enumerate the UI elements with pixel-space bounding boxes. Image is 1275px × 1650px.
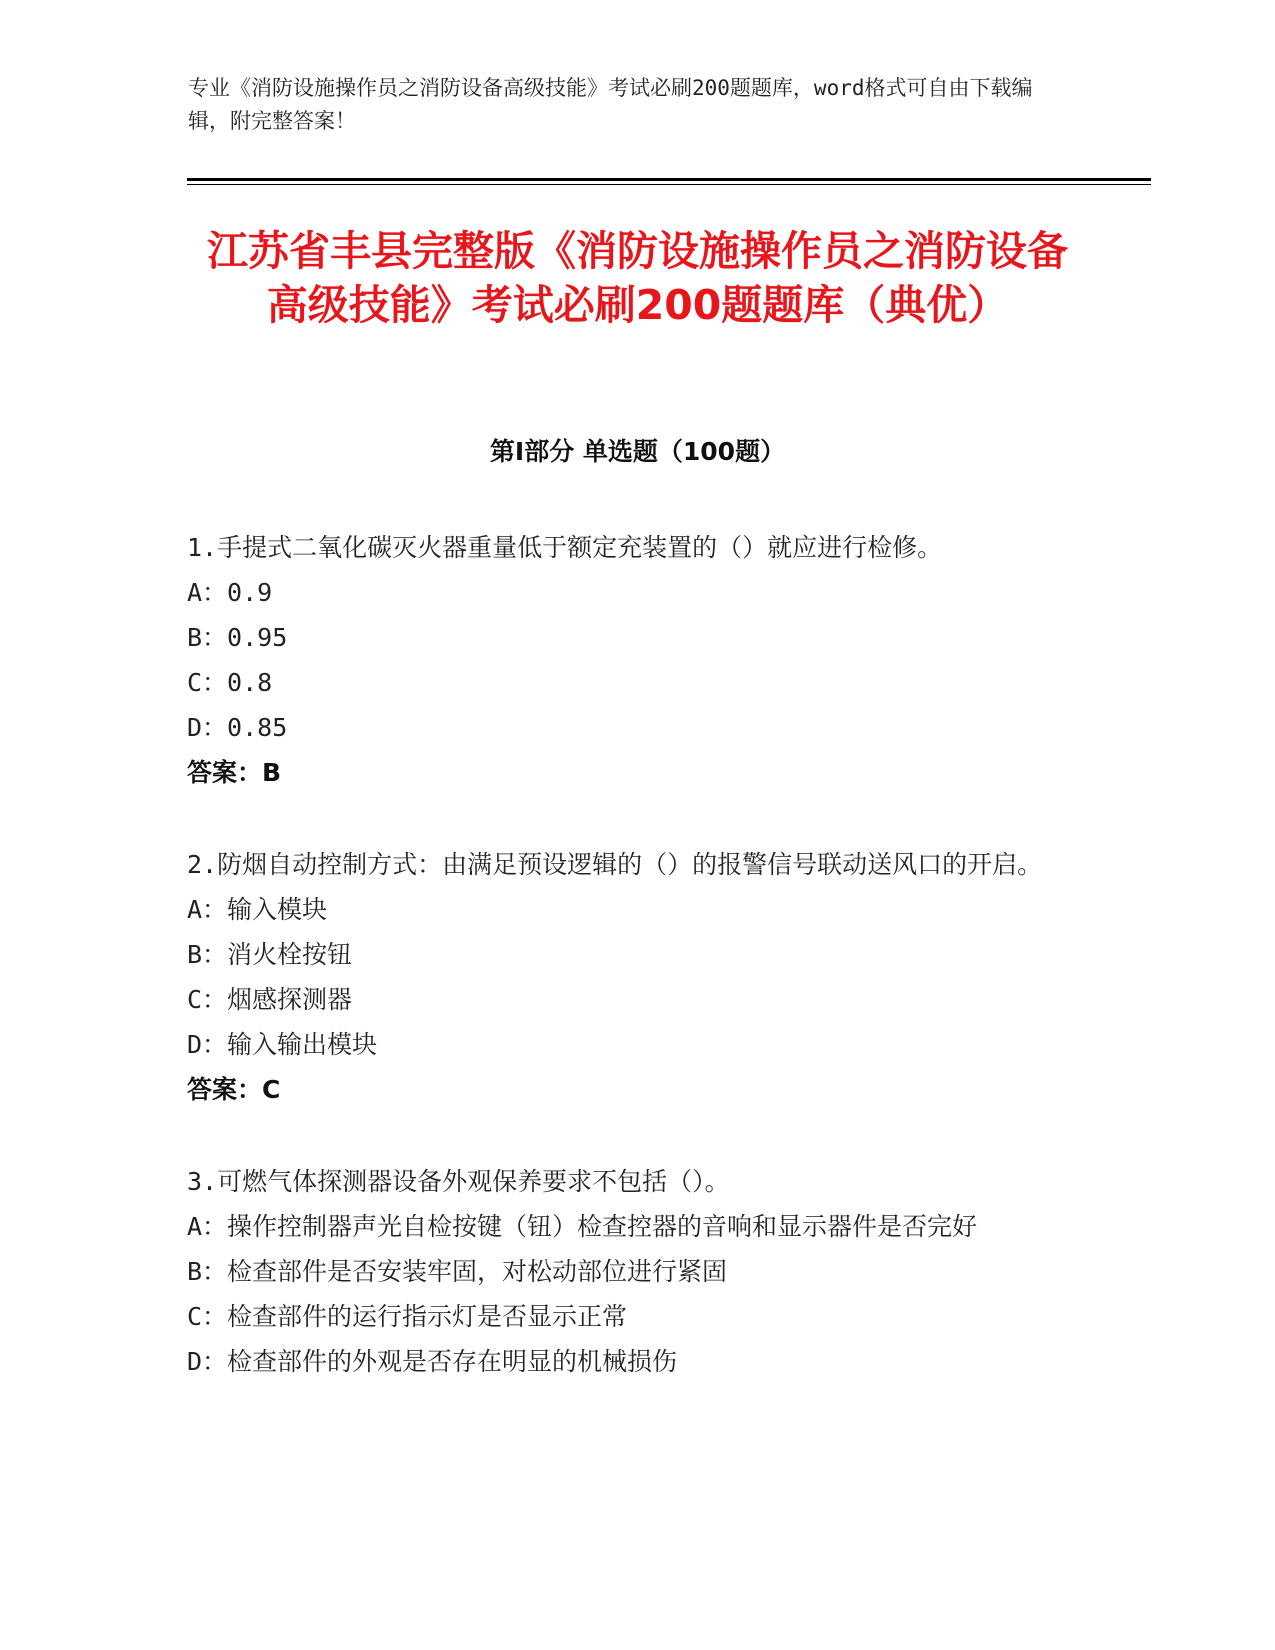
question-list (187, 525, 1067, 1431)
option-d: D：输入输出模块 (187, 1030, 378, 1059)
option-b: B：消火栓按钮 (187, 940, 353, 969)
question-stem: 2.防烟自动控制方式：由满足预设逻辑的（）的报警信号联动送风口的开启。 (187, 850, 1043, 879)
option-d: D：检查部件的外观是否存在明显的机械损伤 (187, 1347, 678, 1376)
option-c: C：烟感探测器 (187, 985, 353, 1014)
question-stem: 1.手提式二氧化碳灭火器重量低于额定充装置的（）就应进行检修。 (187, 533, 943, 562)
section-title: 第Ⅰ部分 单选题（100题） (489, 437, 786, 466)
option-d: D：0.85 (187, 713, 288, 742)
answer: 答案：C (187, 1075, 281, 1104)
header-note: 专业《消防设施操作员之消防设备高级技能》考试必刷200题题库，word格式可自由下载编辑，附完整答案！ (188, 76, 1033, 133)
option-b: B：0.95 (187, 623, 288, 652)
option-a: A：输入模块 (187, 895, 328, 924)
question-1 (187, 525, 1067, 795)
question-stem: 3.可燃气体探测器设备外观保养要求不包括（）。 (187, 1167, 730, 1196)
question-3 (187, 1159, 1067, 1384)
answer: 答案：B (187, 758, 282, 787)
header-rule-thin (187, 184, 1151, 185)
option-c: C：0.8 (187, 668, 273, 697)
option-a: A：操作控制器声光自检按键（钮）检查控器的音响和显示器件是否完好 (187, 1212, 978, 1241)
question-2 (187, 842, 1067, 1112)
document-title: 江苏省丰县完整版《消防设施操作员之消防设备高级技能》考试必刷200题题库（典优） (207, 227, 1068, 329)
option-a: A：0.9 (187, 578, 273, 607)
option-c: C：检查部件的运行指示灯是否显示正常 (187, 1302, 628, 1331)
option-b: B：检查部件是否安装牢固，对松动部位进行紧固 (187, 1257, 728, 1286)
header-rule-thick (187, 178, 1151, 181)
